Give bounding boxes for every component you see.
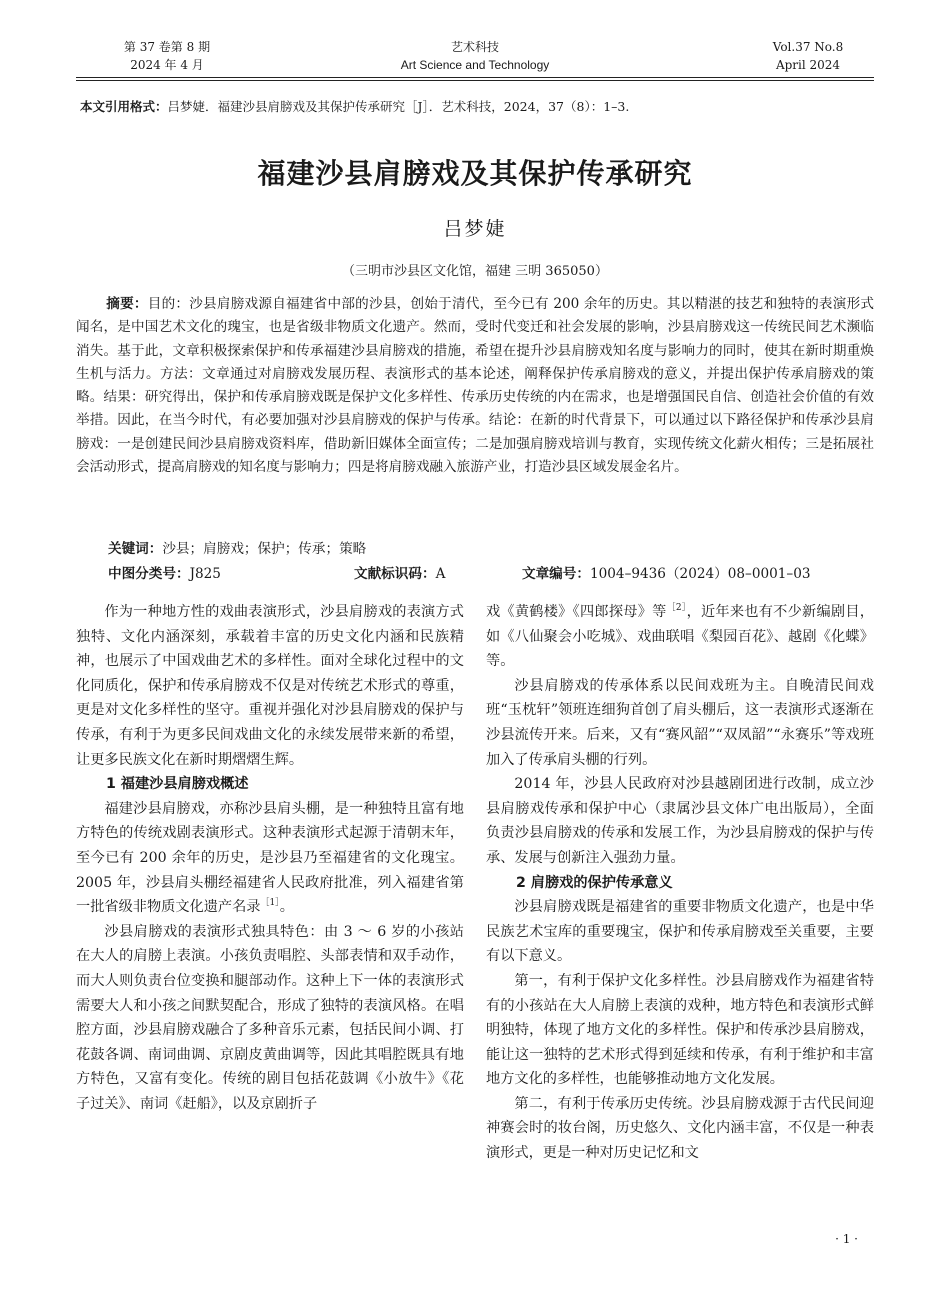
paragraph: 第一，有利于保护文化多样性。沙县肩膀戏作为福建省特有的小孩站在大人肩膀上表演的戏种，地方特色和表演形式鲜明独特，体现了地方文化的多样性。保护和传承沙县肩膀戏，能让这一独特的艺术形式得到延续和传承，有利于维护和丰富地方文化的多样性，也能够推动地方文化发展。 xyxy=(486,972,874,1088)
paragraph-end: ，近年来也有不少新编剧目，如《八仙聚会小吃城》、戏曲联唱《梨园百花》、越剧《化蝶》等。 xyxy=(486,604,874,670)
paper-title: 福建沙县肩膀戏及其保护传承研究 xyxy=(257,157,693,190)
paragraph: 沙县肩膀戏既是福建省的重要非物质文化遗产，也是中华民族艺术宝库的重要瑰宝，保护和传承肩膀戏至关重要，主要有以下意义。 xyxy=(486,899,874,965)
paragraph: 2014 年，沙县人民政府对沙县越剧团进行改制，成立沙县肩膀戏传承和保护中心（隶属沙县文体广电出版局），全面负责沙县肩膀戏的传承和发展工作，为沙县肩膀戏的保护与传承、发展与创新注入强劲力量。 xyxy=(486,776,874,866)
volume-issue-en: Vol.37 No.8 xyxy=(772,40,844,54)
paragraph xyxy=(76,797,464,920)
section-heading-2: 2 肩膀戏的保护传承意义 xyxy=(516,874,673,891)
issue-date: 2024 年 4 月 xyxy=(130,58,204,72)
issue-date-en: April 2024 xyxy=(775,58,841,72)
doc-label: 文献标识码： xyxy=(354,566,436,582)
volume-issue: 第 37 卷第 8 期 xyxy=(123,40,211,54)
author-name: 吕梦婕 xyxy=(443,218,507,240)
clc-number xyxy=(108,562,221,582)
clc-value: J825 xyxy=(189,566,221,582)
section-heading-1: 1 福建沙县肩膀戏概述 xyxy=(106,776,249,793)
left-column xyxy=(76,600,464,1116)
keywords xyxy=(108,537,366,557)
right-column xyxy=(486,600,874,1166)
reference-mark: ［1］ xyxy=(260,898,280,909)
doc-value: A xyxy=(435,566,446,582)
keywords-text: 沙县；肩膀戏；保护；传承；策略 xyxy=(162,541,367,557)
citation-label: 本文引用格式： xyxy=(80,99,168,114)
paragraph-text: 戏《黄鹤楼》《四郎探母》等 xyxy=(486,604,667,620)
document-code xyxy=(354,562,445,582)
article-number xyxy=(522,562,811,582)
paragraph-end: 。 xyxy=(279,899,294,916)
paragraph: 沙县肩膀戏的传承体系以民间戏班为主。自晚清民间戏班“玉枕轩”领班连细狗首创了肩头棚后，这一表演形式逐渐在沙县流传开来。后来，又有“赛风韶”“双凤韶”“永赛乐”等戏班加入了传承肩头棚的行列。 xyxy=(486,677,874,768)
citation-text: 吕梦婕．福建沙县肩膀戏及其保护传承研究［J］．艺术科技，2024，37（8）：1–3. xyxy=(167,99,630,114)
paragraph: 作为一种地方性的戏曲表演形式，沙县肩膀戏的表演方式独特、文化内涵深刻，承载着丰富的历史文化内涵和民族精神，也展示了中国戏曲艺术的多样性。面对全球化过程中的文化同质化，保护和传承肩膀戏不仅是对传统艺术形式的尊重，更是对文化多样性的坚守。重视并强化对沙县肩膀戏的保护与传承，有利于为更多民间戏曲文化的永续发展带来新的希望，让更多民族文化在新时期熠熠生辉。 xyxy=(76,604,464,768)
journal-volume-en xyxy=(748,38,868,74)
paragraph: 第二，有利于传承历史传统。沙县肩膀戏源于古代民间迎神赛会时的妆台阁，历史悠久、文化内涵丰富，不仅是一种表演形式，更是一种对历史记忆和文 xyxy=(486,1095,874,1162)
abstract-text: 目的：沙县肩膀戏源自福建省中部的沙县，创始于清代，至今已有 200 余年的历史。其以精湛的技艺和独特的表演形式闻名，是中国艺术文化的瑰宝，也是省级非物质文化遗产。然而，受时代变迁和社会发展的影响，沙县肩膀戏这一传统民间艺术濒临消失。基于此，文章积极探索保护和传承福建沙县肩膀戏的措施，希望在提升沙县肩膀戏知名度与影响力的同时，使其在新时期重焕生机与活力。方法：文章通过对肩膀戏发展历程、表演形式的基本论述，阐释保护传承肩膀戏的意义，并提出保护传承肩膀戏的策略。结果：研究得出，保护和传承肩膀戏既是保护文化多样性、传承历史传统的内在需求，也是增强国民自信、创造社会价值的有效举措。因此，在当今时代，有必要加强对沙县肩膀戏的保护与传承。结论：在新的时代背景下，可以通过以下路径保护和传承沙县肩膀戏：一是创建民间沙县肩膀戏资料库，借助新旧媒体全面宣传；二是加强肩膀戏培训与教育，实现传统文化薪火相传；三是拓展社会活动形式，提高肩膀戏的知名度与影响力；四是将肩膀戏融入旅游产业，打造沙县区域发展金名片。 xyxy=(76,296,875,476)
reference-mark: ［2］ xyxy=(666,603,687,613)
journal-name-cn: 艺术科技 xyxy=(450,40,499,54)
article-label: 文章编号： xyxy=(522,566,590,582)
header-rule xyxy=(76,77,874,78)
header-rule-thin xyxy=(76,80,874,81)
page-number: · 1 · xyxy=(835,1232,858,1246)
journal-volume xyxy=(112,38,222,74)
article-value: 1004–9436（2024）08–0001–03 xyxy=(589,566,811,582)
paragraph-text: 福建沙县肩膀戏，亦称沙县肩头棚，是一种独特且富有地方特色的传统戏剧表演形式。这种表演形式起源于清朝末年，至今已有 200 余年的历史，是沙县乃至福建省的文化瑰宝。2005 年，沙县肩头棚经福建省人民政府批准，列入福建省第一批省级非物质文化遗产名录 xyxy=(76,800,464,916)
citation-format xyxy=(80,98,880,116)
paragraph xyxy=(486,600,874,674)
abstract xyxy=(76,293,874,479)
clc-label: 中图分类号： xyxy=(108,566,190,582)
paragraph: 沙县肩膀戏的表演形式独具特色：由 3 ～ 6 岁的小孩站在大人的肩膀上表演。小孩负责唱腔、头部表情和双手动作，而大人则负责台位变换和腿部动作。这种上下一体的表演形式需要大人和小孩之间默契配合，形成了独特的表演风格。在唱腔方面，沙县肩膀戏融合了多种音乐元素，包括民间小调、打花鼓各调、南词曲调、京剧皮黄曲调等，因此其唱腔既具有地方特色，又富有变化。传统的剧目包括花鼓调《小放牛》《花子过关》、南词《赶船》，以及京剧折子 xyxy=(76,923,464,1112)
abstract-label: 摘要： xyxy=(106,296,148,312)
journal-name xyxy=(380,38,570,74)
affiliation: （三明市沙县区文化馆，福建 三明 365050） xyxy=(342,264,608,279)
keywords-label: 关键词： xyxy=(108,541,163,557)
journal-name-en: Art Science and Technology xyxy=(400,58,550,72)
